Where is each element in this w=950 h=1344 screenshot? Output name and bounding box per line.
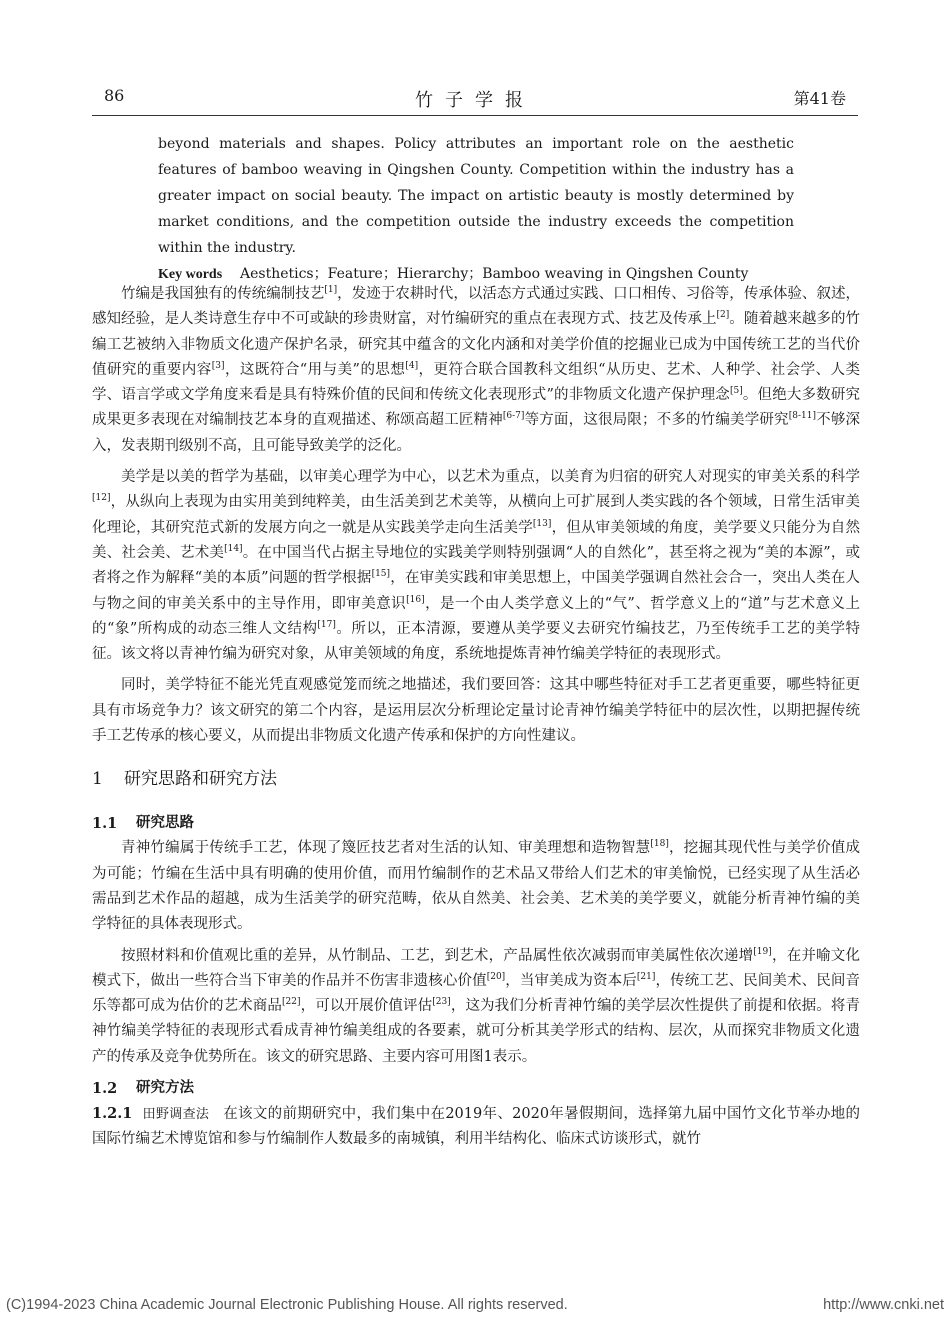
abstract-text: beyond materials and shapes. Policy attributes an important role on the aesthetic features of bamboo weaving in Qingshen County. Competition within the industry has a greater impact on social beauty. The impact on artistic beauty is mostly determined by market conditions, and the competition outside the industry exceeds the competition within the industry. — [158, 136, 794, 256]
text-run: ，在并喻文化模式下，做出一些符合当下审美的作品并不伤害非遗核心价值 — [92, 947, 861, 989]
citation[interactable]: [5] — [729, 386, 743, 397]
citation[interactable]: [21] — [636, 972, 656, 982]
text-run: ，从纵向上表现为由实用美到纯粹美，由生活美到艺术美等，从横向上可扩展到人类实践的各个领域，日常生活审美化理论，其研究范式新的发展方向之一就是从实践美学走向生活美学 — [92, 494, 860, 536]
page-number: 86 — [104, 86, 125, 105]
subsection-title: 研究思路 — [136, 815, 194, 832]
citation[interactable]: [14] — [224, 544, 243, 555]
text-run: 美学是以美的哲学为基础，以审美心理学为中心，以艺术为重点，以美育为归宿的研究人对现实的审美关系的科学 — [121, 469, 860, 486]
text-run: ，是一个由人类学意义上的“气”、哲学意义上的“道”与艺术意义上的“象”所构成的动态三维人文结构 — [92, 595, 860, 637]
citation[interactable]: [17] — [317, 620, 336, 631]
text-run: ，传统工艺、民间美术、民间音乐等都可成为估价的艺术商品 — [92, 972, 861, 1015]
header-rule — [92, 115, 858, 116]
text-run: 在该文的前期研究中，我们集中在2019年、2020年暑假期间，选择第九届中国竹文化节举办地的国际竹编艺术博览馆和参与竹编制作人数最多的南城镇，利用半结构化、临床式访谈形式，就竹 — [92, 1106, 860, 1148]
citation[interactable]: [3] — [211, 361, 225, 372]
subsection-heading-1-2 — [92, 1076, 860, 1101]
text-run: ，但从审美领域的角度，美学要义只能分为自然美、社会美、艺术美 — [92, 519, 860, 561]
text-run: ，更符合联合国教科文组织“从历史、艺术、人种学、社会学、人类学、语言学或文学角度来看是具有特殊价值的民间和传统文化表现形式”的非物质文化遗产保护理念 — [92, 361, 860, 404]
text-run: 按照材料和价值观比重的差异，从竹制品、工艺，到艺术，产品属性依次减弱而审美属性依次递增 — [121, 947, 754, 964]
text-run: ，可以开展价值评估 — [300, 998, 433, 1015]
subsection-title: 研究方法 — [136, 1080, 194, 1097]
citation[interactable]: [22] — [282, 997, 301, 1008]
section-number: 1 — [92, 769, 103, 790]
subsection-number: 1.2 — [92, 1080, 118, 1098]
subsubsection-number: 1.2.1 — [92, 1105, 133, 1123]
text-run: ，发迹于农耕时代，以活态方式通过实践、口口相传、习俗等，传承体验、叙述，感知经验，是人类诗意生存中不可或缺的珍贵财富，对竹编研究的重点在表现方式、技艺及传承上 — [92, 286, 861, 328]
citation[interactable]: [18] — [650, 839, 669, 850]
text-run: ，这为我们分析青神竹编的美学层次性提供了前提和依据。将青神竹编美学特征的表现形式看成青神竹编美组成的各要素，就可分析其美学形式的结构、层次，从而探究非物质文化遗产的传承及竞争优势所在。该文的研究思路、主要内容可用图1表示。 — [92, 998, 861, 1065]
intro-paragraph-2 — [92, 465, 860, 667]
citation[interactable]: [20] — [486, 972, 506, 982]
section-1-1-paragraph-1 — [92, 836, 860, 937]
page-header — [92, 86, 858, 112]
section-1-1-paragraph-2 — [92, 944, 860, 1070]
section-1-2-1-paragraph — [92, 1101, 860, 1153]
text-run: 。但绝大多数研究成果更多表现在对编制技艺本身的直观描述、称颂高超工匠精神 — [92, 387, 860, 429]
cnki-link[interactable]: http://www.cnki.net — [823, 1297, 944, 1313]
copyright-footer — [6, 1297, 944, 1319]
keywords-list: Aesthetics；Feature；Hierarchy；Bamboo weaving in Qingshen County — [239, 266, 749, 282]
subsection-number: 1.1 — [92, 815, 118, 833]
volume-label: 第41卷 — [793, 89, 846, 108]
text-run: 青神竹编属于传统手工艺，体现了篾匠技艺者对生活的认知、审美理想和造物智慧 — [121, 840, 651, 857]
citation[interactable]: [19] — [753, 946, 772, 957]
text-run: ，这既符合“用与美”的思想 — [224, 361, 406, 378]
citation[interactable]: [6-7] — [502, 411, 525, 422]
citation[interactable]: [2] — [716, 310, 730, 321]
section-heading-1 — [92, 757, 860, 801]
citation[interactable]: [15] — [371, 569, 391, 580]
text-run: 。所以，正本清源，要遵从美学要义去研究竹编技艺，乃至传统手工艺的美学特征。该文将以青神竹编为研究对象，从审美领域的角度，系统地提炼青神竹编美学特征的表现形式。 — [92, 620, 861, 663]
citation[interactable]: [4] — [405, 361, 419, 372]
intro-paragraph-1 — [92, 282, 860, 459]
citation[interactable]: [16] — [406, 594, 425, 605]
abstract-block — [158, 131, 794, 288]
subsubsection-title: 田野调查法 — [142, 1107, 210, 1123]
citation[interactable]: [1] — [324, 285, 338, 296]
copyright-notice: (C)1994-2023 China Academic Journal Electronic Publishing House. All rights reserved. — [6, 1297, 568, 1313]
keywords-label: Key words — [158, 267, 223, 282]
text-run: ，挖掘其现代性与美学价值成为可能；竹编在生活中具有明确的使用价值，而用竹编制作的艺术品又带给人们艺术的审美愉悦，已经实现了从生活必需品到艺术作品的超越，成为生活美学的研究范畴，依从自然美、社会美、艺术美的美学要义，就能分析青神竹编的美学特征的具体表现形式。 — [92, 840, 861, 933]
section-title: 研究思路和研究方法 — [124, 769, 277, 790]
citation[interactable]: [8-11] — [788, 411, 816, 422]
article-body — [92, 282, 860, 1153]
journal-title: 竹子学报 — [415, 90, 535, 111]
citation[interactable]: [12] — [92, 493, 111, 504]
text-run: ，当审美成为资本后 — [505, 972, 637, 989]
subsection-heading-1-1 — [92, 811, 860, 836]
intro-paragraph-3: 同时，美学特征不能光凭直观感觉笼而统之地描述，我们要回答：这其中哪些特征对手工艺者更重要，哪些特征更具有市场竞争力？该文研究的第二个内容，是运用层次分析理论定量讨论青神竹编美学特征中的层次性，以期把握传统手工艺传承的核心要义，从而提出非物质文化遗产传承和保护的方向性建议。 — [92, 677, 860, 745]
citation[interactable]: [13] — [532, 518, 552, 529]
text-run: 。随着越来越多的竹编工艺被纳入非物质文化遗产保护名录，研究其中蕴含的文化内涵和对美学价值的挖掘业已成为中国传统工艺的当代价值研究的重要内容 — [92, 311, 860, 378]
text-run: 。在中国当代占据主导地位的实践美学则特别强调“人的自然化”，甚至将之视为“美的本源”，或者将之作为解释“美的本质”问题的哲学根据 — [92, 544, 860, 587]
text-run: ，在审美实践和审美思想上，中国美学强调自然社会合一，突出人类在人与物之间的审美关系中的主导作用，即审美意识 — [92, 570, 861, 612]
text-run: 竹编是我国独有的传统编制技艺 — [121, 286, 325, 302]
text-run: 等方面，这很局限；不多的竹编美学研究 — [524, 412, 789, 429]
citation[interactable]: [23] — [432, 997, 451, 1008]
text-run: 不够深入，发表期刊级别不高，且可能导致美学的泛化。 — [92, 412, 861, 454]
